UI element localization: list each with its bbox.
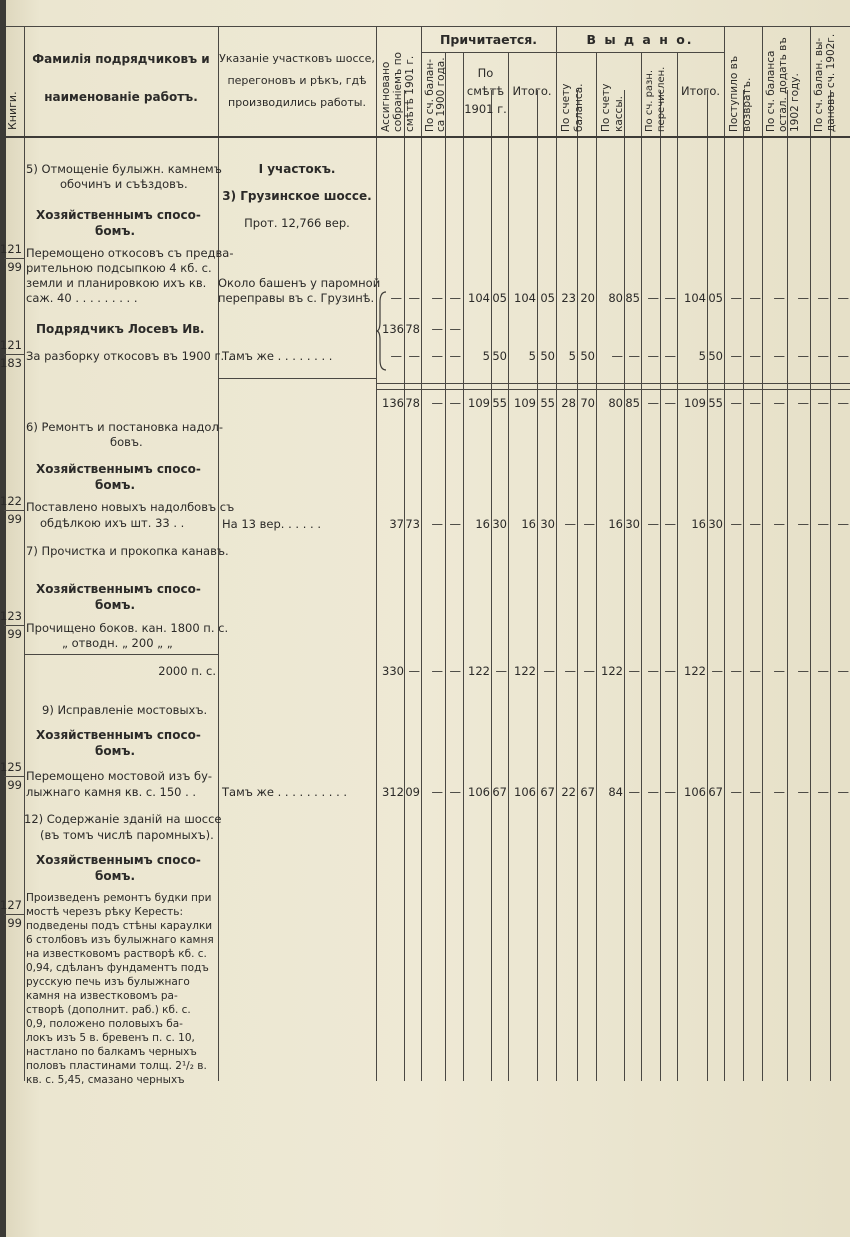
ref-number: 121	[0, 338, 22, 352]
cell-due-total: 16	[521, 517, 536, 531]
cell-rem-k: —	[797, 291, 809, 305]
method-label: Хозяйственнымъ спосо-	[36, 853, 201, 867]
col-rule	[508, 52, 509, 1081]
work-text: половъ пластинами толщ. 2¹/₂ в.	[26, 1060, 207, 1072]
cell-due-est: 5	[482, 349, 490, 363]
ref-divider	[4, 776, 24, 777]
sum-paid-misc: —	[647, 396, 659, 410]
sum-refund: —	[730, 396, 742, 410]
cell-due-total-k: 67	[540, 785, 555, 799]
cell-due-bal-k: —	[449, 322, 461, 336]
method-label: бомъ.	[95, 478, 136, 492]
cell-refund: —	[730, 664, 742, 678]
cell-refund: —	[730, 349, 742, 363]
work-text: Перемощено мостовой изъ бу-	[26, 769, 213, 783]
cell-due-total-k: 50	[540, 349, 555, 363]
cell-paid-misc-k: —	[664, 291, 676, 305]
col-rule	[787, 90, 788, 1081]
col-rule	[830, 90, 831, 1081]
cell-paid-misc: —	[647, 291, 659, 305]
cell-rem: —	[773, 349, 785, 363]
cell-paid-total: 16	[691, 517, 706, 531]
header-due-estimate: 1901 г.	[464, 102, 507, 116]
work-text: земли и планировкою ихъ кв.	[26, 276, 207, 290]
col-rule	[24, 26, 25, 1081]
work-text: 0,94, сдѣланъ фундаментъ подъ	[26, 962, 209, 974]
header-paid-total: Итого.	[680, 84, 721, 98]
ref-number: 99	[7, 627, 22, 641]
cell-issued-k: —	[837, 785, 849, 799]
header-remaining-issued: По сч. балан. вы-дановъ сч. 1902г.	[813, 33, 837, 132]
work-text: 6 столбовъ изъ булыжнаго камня	[26, 934, 214, 946]
work-text: 0,9, положено половыхъ ба-	[26, 1018, 183, 1030]
ref-number: 99	[7, 260, 22, 274]
section-title: 9) Исправленіе мостовыхъ.	[42, 703, 208, 717]
header-place: перегоновъ и рѣкъ, гдѣ	[227, 74, 367, 87]
cell-rem-k: —	[797, 664, 809, 678]
ref-divider	[4, 510, 24, 511]
cell-paid-bal: —	[564, 664, 576, 678]
section-title: 12) Содержаніе зданій на шоссе	[24, 812, 222, 826]
sum-assign-k: 78	[405, 396, 420, 410]
cell-paid-bal-k: 50	[580, 349, 595, 363]
cell-paid-cash: 16	[608, 517, 623, 531]
road-label: 3) Грузинское шоссе.	[222, 189, 372, 203]
cell-rem: —	[773, 517, 785, 531]
sum-paid-cash-k: 85	[625, 396, 640, 410]
sum-due-bal-k: —	[449, 396, 461, 410]
cell-due-est-k: 50	[492, 349, 507, 363]
work-place: Тамъ же . . . . . . . .	[222, 349, 333, 363]
cell-issued-k: —	[837, 349, 849, 363]
cell-refund: —	[730, 785, 742, 799]
col-rule	[577, 90, 578, 1081]
col-rule	[376, 26, 377, 1081]
cell-assign-k: 09	[405, 785, 420, 799]
method-label: Хозяйственнымъ спосо-	[36, 728, 201, 742]
cell-due-bal-k: —	[449, 291, 461, 305]
cell-paid-misc-k: —	[664, 785, 676, 799]
col-rule	[596, 52, 597, 1081]
cell-paid-bal: 22	[561, 785, 576, 799]
sum-rem: —	[773, 396, 785, 410]
road-length: Прот. 12,766 вер.	[244, 216, 350, 230]
work-place: На 13 вер. . . . . .	[222, 517, 322, 531]
cell-paid-bal: —	[564, 517, 576, 531]
cell-due-est: 122	[468, 664, 490, 678]
header-due-total: Итого.	[512, 84, 552, 98]
method-label: Хозяйственнымъ спосо-	[36, 582, 201, 596]
cell-issued-k: —	[837, 291, 849, 305]
cell-paid-bal: 5	[568, 349, 576, 363]
work-text: Поставлено новыхъ надолбовъ съ	[26, 500, 235, 514]
sum-due-est-k: 55	[492, 396, 507, 410]
header-paid-balance: По счету баланса.	[560, 83, 585, 132]
method-label: бомъ.	[95, 869, 136, 883]
header-paid-misc: По сч. разн. перечислен.	[644, 66, 667, 132]
ref-number: 99	[7, 512, 22, 526]
cell-paid-total: 104	[684, 291, 706, 305]
cell-refund-k: —	[749, 664, 761, 678]
cell-assign: 136	[382, 322, 404, 336]
ref-number: 183	[0, 356, 22, 370]
cell-due-total: 122	[514, 664, 536, 678]
cell-assign-k: —	[408, 291, 420, 305]
work-text: обдѣлкою ихъ шт. 33 . .	[40, 516, 185, 530]
header-remaining-balance: По сч. баланса остал. додать въ 1902 году.	[765, 37, 801, 132]
cell-assign: 312	[382, 785, 404, 799]
header-paid-cash: По счету кассы.	[600, 83, 625, 132]
cell-paid-total: 5	[698, 349, 706, 363]
cell-paid-misc: —	[647, 517, 659, 531]
cell-paid-total-k: —	[711, 664, 723, 678]
sum-issued-k: —	[837, 396, 849, 410]
col-rule	[421, 26, 422, 1081]
contractor-name: Подрядчикъ Лосевъ Ив.	[36, 322, 205, 336]
work-place: Около башенъ у паромной	[218, 276, 381, 290]
cell-issued-k: —	[837, 664, 849, 678]
cell-paid-cash: 84	[608, 785, 623, 799]
ref-divider	[4, 914, 24, 915]
cell-refund-k: —	[749, 517, 761, 531]
cell-issued: —	[817, 785, 829, 799]
cell-due-bal-k: —	[449, 349, 461, 363]
work-text: саж. 40 . . . . . . . . .	[26, 291, 138, 305]
sum-rem-k: —	[797, 396, 809, 410]
cell-refund-k: —	[749, 785, 761, 799]
work-text: настлано по балкамъ черныхъ	[26, 1046, 197, 1058]
ref-number: 127	[0, 898, 22, 912]
header-top-rule	[6, 26, 850, 27]
work-text: камня на известковомъ ра-	[26, 990, 178, 1002]
header-due-balance: По сч. балан-са 1900 года.	[424, 57, 447, 132]
ref-number: 122	[0, 494, 22, 508]
col-rule	[641, 52, 642, 1081]
cell-issued: —	[817, 517, 829, 531]
work-place: переправы въ с. Грузинѣ.	[218, 291, 375, 305]
work-text: Перемощено откосовъ съ предва-	[26, 246, 234, 260]
cell-paid-misc-k: —	[664, 517, 676, 531]
work-text: на известковомъ растворѣ кб. с.	[26, 948, 207, 960]
section-title: бовъ.	[110, 435, 143, 449]
header-name: Фамилія подрядчиковъ и	[32, 52, 210, 66]
col-rule	[743, 90, 744, 1081]
work-place: Тамъ же . . . . . . . . . .	[222, 785, 348, 799]
work-text: кв. с. 5,45, смазано черныхъ	[26, 1074, 185, 1086]
cell-paid-total-k: 67	[708, 785, 723, 799]
cell-due-total: 5	[528, 349, 536, 363]
cell-paid-total: 106	[684, 785, 706, 799]
cell-due-est-k: 30	[492, 517, 507, 531]
col-rule	[810, 26, 811, 1081]
col-rule	[491, 90, 492, 1081]
cell-paid-misc-k: —	[664, 664, 676, 678]
work-text: локъ изъ 5 в. бревенъ п. с. 10,	[26, 1032, 195, 1044]
cell-due-est-k: —	[495, 664, 507, 678]
cell-refund-k: —	[749, 349, 761, 363]
col-rule	[556, 26, 557, 1081]
col-rule	[677, 52, 678, 1081]
work-text: Прочищено боков. кан. 1800 п. с.	[26, 621, 229, 635]
header-paid-group: В ы д а н о.	[586, 32, 694, 47]
cell-due-est-k: 67	[492, 785, 507, 799]
header-assign: Ассигновано собраніемъ по смѣтѣ 1901 г.	[380, 52, 416, 132]
section-rule	[376, 383, 850, 384]
cell-due-total-k: —	[543, 664, 555, 678]
cell-due-bal-k: —	[449, 785, 461, 799]
cell-due-est-k: 05	[492, 291, 507, 305]
cell-paid-cash-k: —	[628, 349, 640, 363]
header-due-estimate: смѣтѣ	[466, 84, 505, 98]
ref-number: 99	[7, 916, 22, 930]
method-label: бомъ.	[95, 224, 136, 238]
ref-number: 99	[7, 778, 22, 792]
method-label: Хозяйственнымъ спосо-	[36, 462, 201, 476]
cell-issued-k: —	[837, 517, 849, 531]
work-text: створѣ (дополнит. раб.) кб. с.	[26, 1004, 191, 1016]
col-rule	[537, 90, 538, 1081]
cell-paid-bal-k: 67	[580, 785, 595, 799]
method-label: бомъ.	[95, 744, 136, 758]
cell-rem: —	[773, 291, 785, 305]
cell-due-bal: —	[431, 349, 443, 363]
section-title: (въ томъ числѣ паромныхъ).	[40, 828, 214, 842]
cell-issued: —	[817, 664, 829, 678]
cell-paid-misc: —	[647, 664, 659, 678]
cell-issued: —	[817, 349, 829, 363]
cell-due-bal: —	[431, 291, 443, 305]
sum-paid-cash: 80	[608, 396, 623, 410]
cell-paid-misc: —	[647, 785, 659, 799]
col-rule	[463, 52, 464, 1081]
cell-paid-misc-k: —	[664, 349, 676, 363]
col-rule	[707, 90, 708, 1081]
cell-due-bal: —	[431, 785, 443, 799]
header-bottom-rule	[6, 136, 850, 138]
section-title: 7) Прочистка и прокопка канавъ.	[26, 544, 229, 558]
col-rule	[660, 90, 661, 1081]
cell-due-total-k: 30	[540, 517, 555, 531]
work-text: „ отводн. „ 200 „ „	[62, 636, 173, 650]
cell-assign: 37	[389, 517, 404, 531]
cell-rem: —	[773, 664, 785, 678]
part-label: I участокъ.	[258, 162, 336, 176]
cell-paid-bal-k: 20	[580, 291, 595, 305]
header-book: Книги.	[6, 91, 19, 130]
method-label: Хозяйственнымъ спосо-	[36, 208, 201, 222]
cell-paid-misc: —	[647, 349, 659, 363]
cell-rem-k: —	[797, 785, 809, 799]
section-title: обочинъ и съѣздовъ.	[60, 177, 188, 191]
section-rule	[218, 378, 376, 379]
cell-assign-k: —	[408, 349, 420, 363]
cell-due-bal: —	[431, 664, 443, 678]
cell-paid-cash: —	[611, 349, 623, 363]
col-rule	[724, 26, 725, 1081]
work-text: рительною подсыпкою 4 кб. с.	[26, 261, 212, 275]
cell-refund-k: —	[749, 291, 761, 305]
cell-rem: —	[773, 785, 785, 799]
header-place: Указаніе участковъ шоссе,	[219, 52, 375, 65]
cell-rem-k: —	[797, 349, 809, 363]
header-name: наименованіе работъ.	[44, 90, 198, 104]
cell-paid-total-k: 05	[708, 291, 723, 305]
cell-assign-k: 73	[405, 517, 420, 531]
cell-paid-cash-k: 30	[625, 517, 640, 531]
cell-due-bal-k: —	[449, 664, 461, 678]
cell-paid-total-k: 30	[708, 517, 723, 531]
cell-assign: —	[390, 349, 402, 363]
sum-paid-total: 109	[684, 396, 706, 410]
col-rule	[404, 90, 405, 1081]
sum-paid-bal-k: 70	[580, 396, 595, 410]
work-text: За разборку откосовъ въ 1900 г. .	[26, 349, 232, 363]
sum-due-est: 109	[468, 396, 490, 410]
sum-paid-total-k: 55	[708, 396, 723, 410]
sum-due-total: 109	[514, 396, 536, 410]
cell-assign-k: 78	[405, 322, 420, 336]
cell-due-est: 106	[468, 785, 490, 799]
ref-number: 123	[0, 609, 22, 623]
cell-due-total: 104	[514, 291, 536, 305]
cell-paid-total: 122	[684, 664, 706, 678]
sum-issued: —	[817, 396, 829, 410]
cell-assign: —	[390, 291, 402, 305]
sum-due-total-k: 55	[540, 396, 555, 410]
cell-paid-total-k: 50	[708, 349, 723, 363]
ref-divider	[4, 625, 24, 626]
col-rule	[445, 52, 446, 1081]
cell-paid-bal-k: —	[583, 664, 595, 678]
cell-paid-cash-k: 85	[625, 291, 640, 305]
ref-number: 121	[0, 242, 22, 256]
header-due-estimate: По	[477, 66, 494, 80]
header-place: производились работы.	[228, 96, 366, 109]
cell-paid-cash: 122	[601, 664, 623, 678]
cell-due-est: 104	[468, 291, 490, 305]
cell-paid-cash-k: —	[628, 785, 640, 799]
cell-due-bal-k: —	[449, 517, 461, 531]
sum-paid-bal: 28	[561, 396, 576, 410]
ref-divider	[4, 354, 24, 355]
sum-refund-k: —	[749, 396, 761, 410]
section-rule	[376, 389, 850, 390]
sum-assign: 136	[382, 396, 404, 410]
cell-paid-bal-k: —	[583, 517, 595, 531]
cell-refund: —	[730, 291, 742, 305]
section-title: 5) Отмощеніе булыжн. камнемъ	[26, 162, 222, 176]
cell-issued: —	[817, 291, 829, 305]
cell-due-bal: —	[431, 517, 443, 531]
header-refund: Поступило въ возвратъ.	[728, 55, 753, 132]
group-rule	[421, 52, 724, 53]
cell-assign-k: —	[408, 664, 420, 678]
cell-assign: 330	[382, 664, 404, 678]
ref-divider	[4, 258, 24, 259]
work-text: русскую печь изъ булыжнаго	[26, 976, 190, 988]
work-total: 2000 п. с.	[158, 664, 216, 678]
method-label: бомъ.	[95, 598, 136, 612]
sum-due-bal: —	[431, 396, 443, 410]
col-rule	[762, 26, 763, 1081]
work-text: Произведенъ ремонтъ будки при	[26, 892, 212, 904]
cell-due-total-k: 05	[540, 291, 555, 305]
work-text: подведены подъ стѣны караулки	[26, 920, 213, 932]
ref-number: 125	[0, 760, 22, 774]
col-rule	[624, 90, 625, 1081]
cell-paid-bal: 23	[561, 291, 576, 305]
cell-due-bal: —	[431, 322, 443, 336]
cell-refund: —	[730, 517, 742, 531]
total-rule	[24, 654, 218, 655]
cell-rem-k: —	[797, 517, 809, 531]
work-text: мостѣ черезъ рѣку Кересть:	[26, 906, 184, 918]
cell-paid-cash: 80	[608, 291, 623, 305]
cell-due-total: 106	[514, 785, 536, 799]
work-text: лыжнаго камня кв. с. 150 . .	[26, 785, 197, 799]
cell-due-est: 16	[475, 517, 490, 531]
sum-paid-misc-k: —	[664, 396, 676, 410]
cell-paid-cash-k: —	[628, 664, 640, 678]
section-title: 6) Ремонтъ и постановка надол-	[26, 420, 223, 434]
header-due-group: Причитается.	[439, 32, 538, 47]
